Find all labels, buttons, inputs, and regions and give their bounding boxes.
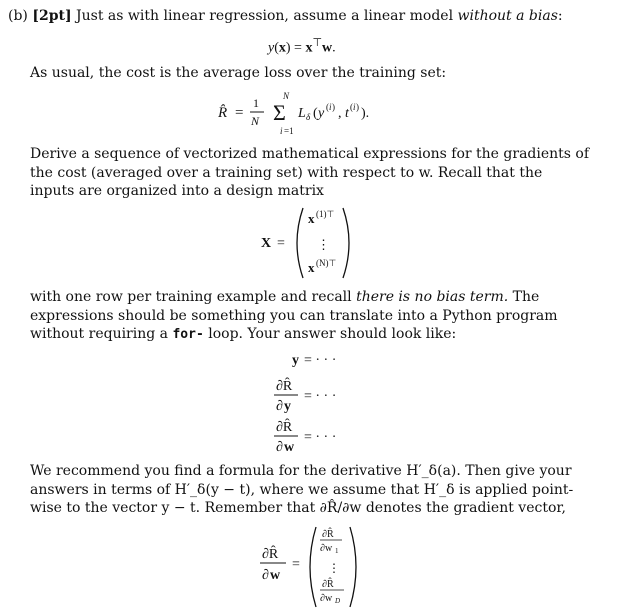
svg-text:∂: ∂ [276,440,283,455]
svg-text:∂: ∂ [276,399,283,414]
svg-text:1: 1 [253,96,259,110]
svg-text:X: X [261,236,272,251]
svg-text:i: i [280,126,283,136]
svg-text:(: ( [326,102,329,112]
svg-text:= · · ·: = · · · [304,353,337,368]
svg-text:= · · ·: = · · · [304,389,337,404]
onerow-pre: with one row per training example and recall [30,289,352,305]
svg-text:(: ( [350,102,353,112]
design-matrix [255,205,365,281]
equation-model: y(x) = x⊤w. [268,37,336,56]
svg-text:w: w [284,440,295,455]
svg-text:i: i [329,102,332,112]
svg-text:∂w: ∂w [320,593,333,604]
svg-text:L: L [298,106,306,121]
for-code: for- [172,327,204,342]
cost-text: As usual, the cost is the average loss over the training set: [30,65,447,81]
svg-text:(N)⊤: (N)⊤ [316,258,337,268]
equation-cost [218,88,408,138]
svg-text:δ: δ [306,112,311,122]
onerow-text [30,288,590,345]
question-header [8,7,608,26]
intro-text: Just as with linear regression, assume a linear model [76,8,454,24]
svg-text:=: = [292,557,300,572]
svg-text:∂: ∂ [262,568,269,583]
svg-text:y: y [284,399,291,414]
svg-text:(1)⊤: (1)⊤ [316,209,335,219]
svg-text:⋮: ⋮ [328,561,340,575]
intro-emphasis: without a bias [457,8,558,24]
svg-text:⋮: ⋮ [317,237,330,252]
svg-text:N: N [283,91,290,101]
svg-text:i: i [353,102,356,112]
svg-text:,: , [338,106,342,121]
svg-text:= · · ·: = · · · [304,430,337,445]
svg-text:=: = [235,105,244,121]
recommend-text: We recommend you find a formula for the derivative H′_δ(a). Then give your answers in terms of H′_δ(y − t), where we assume that H′_δ is applied point-wise to the vector y − t. Remember that ∂R̂/∂w denotes the gradient vector, [30,463,574,516]
svg-text:(: ( [313,106,318,121]
onerow-emphasis: there is no bias term. [356,289,509,305]
svg-text:∂R̂: ∂R̂ [262,547,279,562]
derive-text: Derive a sequence of vectorized mathematical expressions for the gradients of the cost (averaged over a training set) with respect to w. Recall that the inputs are organized into a design matrix [30,146,590,199]
points-label: [2pt] [32,8,72,24]
part-label: (b) [8,8,28,24]
svg-text:1: 1 [335,547,339,555]
svg-text:).: ). [361,106,370,121]
svg-text:∂R̂: ∂R̂ [322,579,334,590]
answer-template [270,348,360,458]
svg-text:∂R̂: ∂R̂ [322,529,334,540]
svg-text:∂w: ∂w [320,543,333,554]
svg-text:N: N [251,114,260,128]
svg-text:x: x [308,260,315,275]
svg-text:): ) [332,102,335,112]
svg-text:Σ: Σ [273,100,286,125]
svg-text:): ) [356,102,359,112]
intro-colon: : [557,8,563,24]
svg-text:=1: =1 [284,126,294,136]
gradient-vector [258,524,368,610]
svg-text:D: D [335,597,341,605]
svg-text:w: w [270,568,281,583]
svg-text:R̂: R̂ [218,105,228,121]
svg-text:t: t [345,106,349,121]
loop-text: loop. Your answer should look like: [208,326,457,342]
svg-text:y: y [292,353,299,368]
svg-text:∂R̂: ∂R̂ [276,379,293,394]
svg-text:=: = [277,236,285,251]
svg-text:∂R̂: ∂R̂ [276,420,293,435]
onerow-post: The expressions should be something you can translate into a Python program without requiring a [30,289,558,342]
svg-text:y: y [318,106,325,121]
svg-text:x: x [308,211,315,226]
